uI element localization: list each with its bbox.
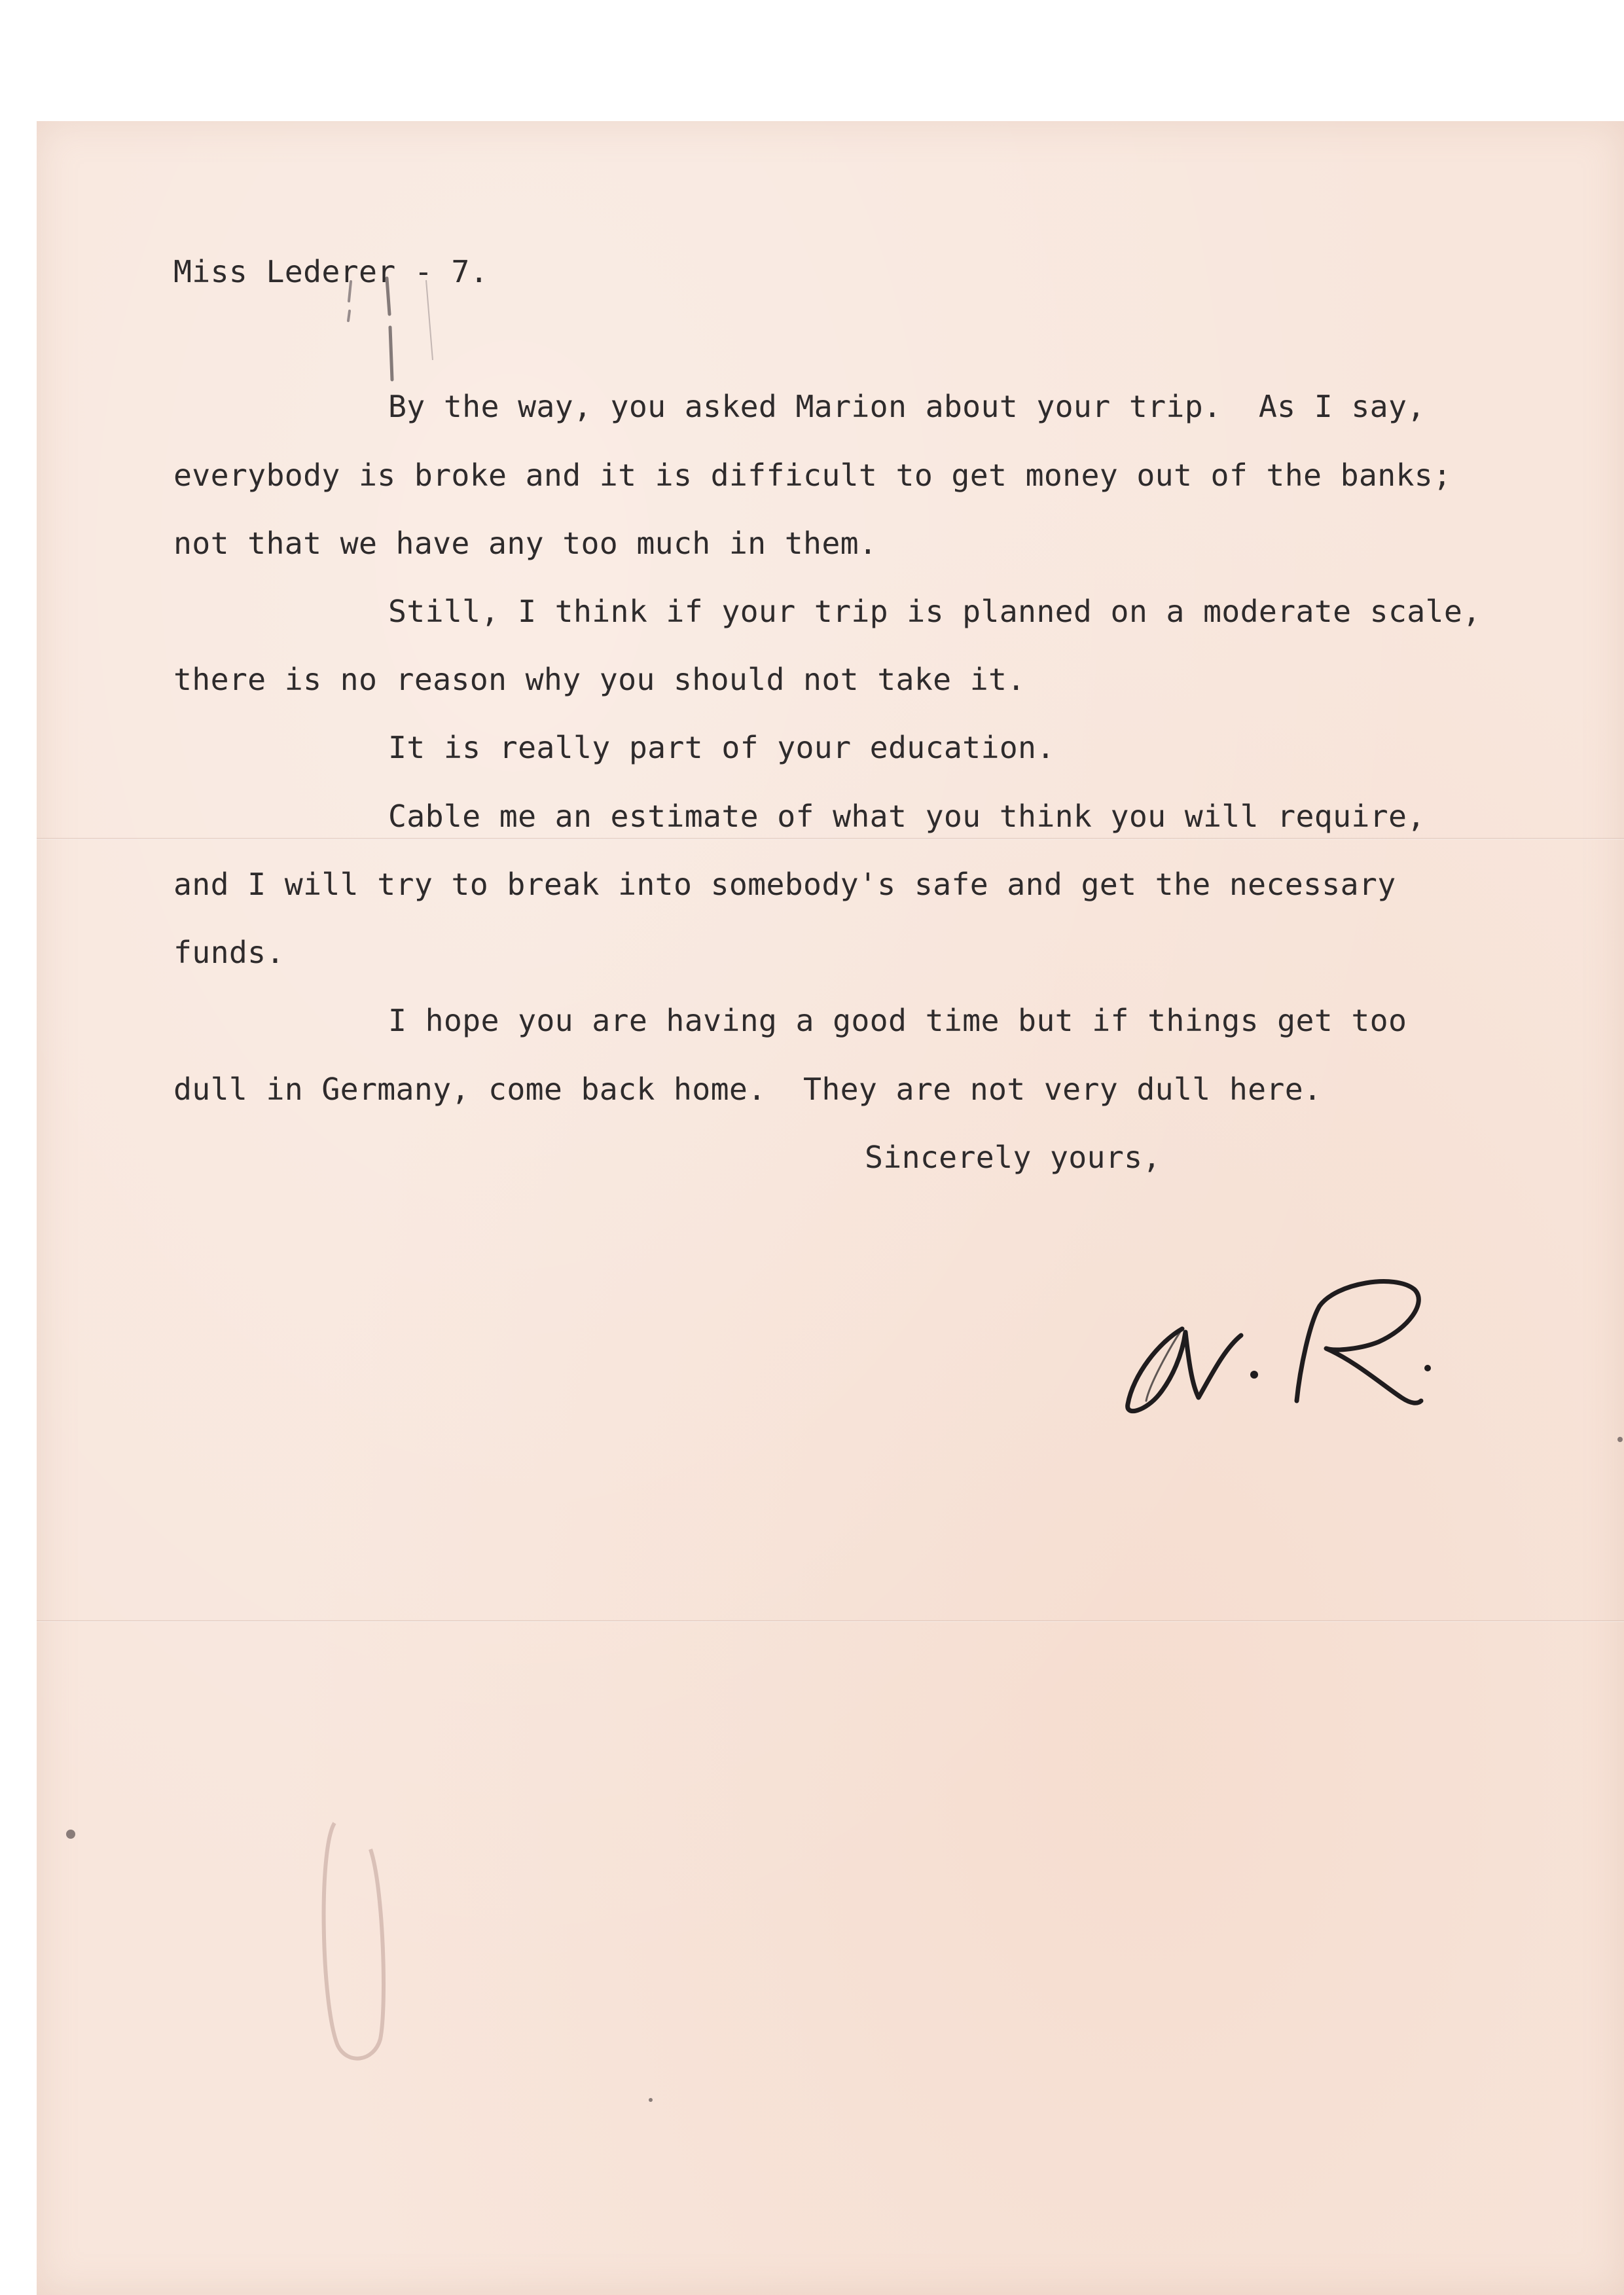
letter-line: and I will try to break into somebody's safe and get the necessary — [173, 867, 1396, 902]
letter-body — [37, 121, 1624, 2295]
letter-line: By the way, you asked Marion about your trip. As I say, — [388, 389, 1426, 424]
letter-line: It is really part of your education. — [388, 730, 1055, 765]
letter-header: Miss Lederer - 7. — [173, 254, 489, 289]
ink-spot — [1617, 1437, 1623, 1442]
letter-line: Cable me an estimate of what you think you will require, — [388, 799, 1426, 834]
letter-line: funds. — [173, 935, 285, 970]
closing: Sincerely yours, — [865, 1140, 1161, 1175]
letter-line: dull in Germany, come back home. They are not very dull here. — [173, 1072, 1322, 1107]
letter-line: I hope you are having a good time but if things get too — [388, 1003, 1407, 1038]
ink-spot — [649, 2098, 653, 2102]
letter-line: there is no reason why you should not take it. — [173, 662, 1026, 697]
letter-line: everybody is broke and it is difficult to get money out of the banks; — [173, 458, 1452, 493]
ink-spot — [66, 1830, 75, 1839]
handwritten-signature — [1120, 1270, 1473, 1420]
letter-line: Still, I think if your trip is planned on a moderate scale, — [388, 594, 1481, 629]
paper-clip-impression — [308, 1810, 403, 2072]
letter-line: not that we have any too much in them. — [173, 526, 878, 561]
letter-paper — [37, 121, 1624, 2295]
